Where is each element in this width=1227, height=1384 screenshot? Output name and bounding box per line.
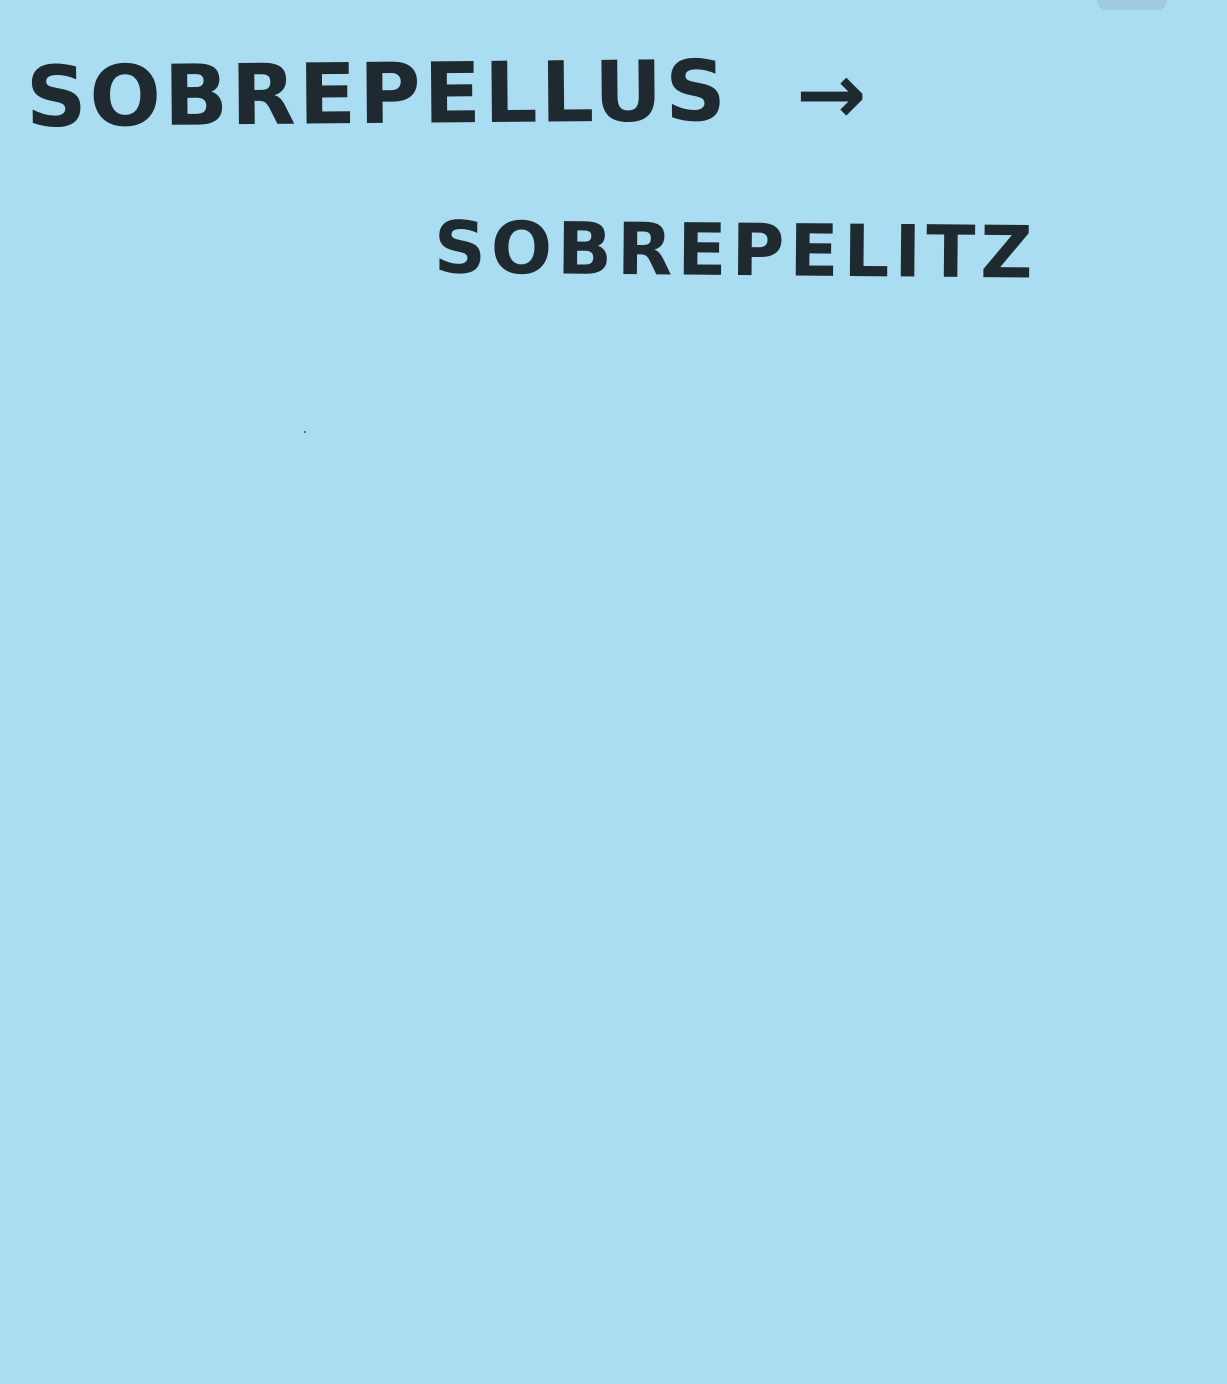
paper-speck [304,431,306,433]
handwritten-word-original: SOBREPELLUS [25,41,730,147]
arrow-right-icon: → [796,45,867,143]
paper-smudge [1097,0,1167,10]
handwritten-word-derived: SOBREPELITZ [433,205,1038,295]
